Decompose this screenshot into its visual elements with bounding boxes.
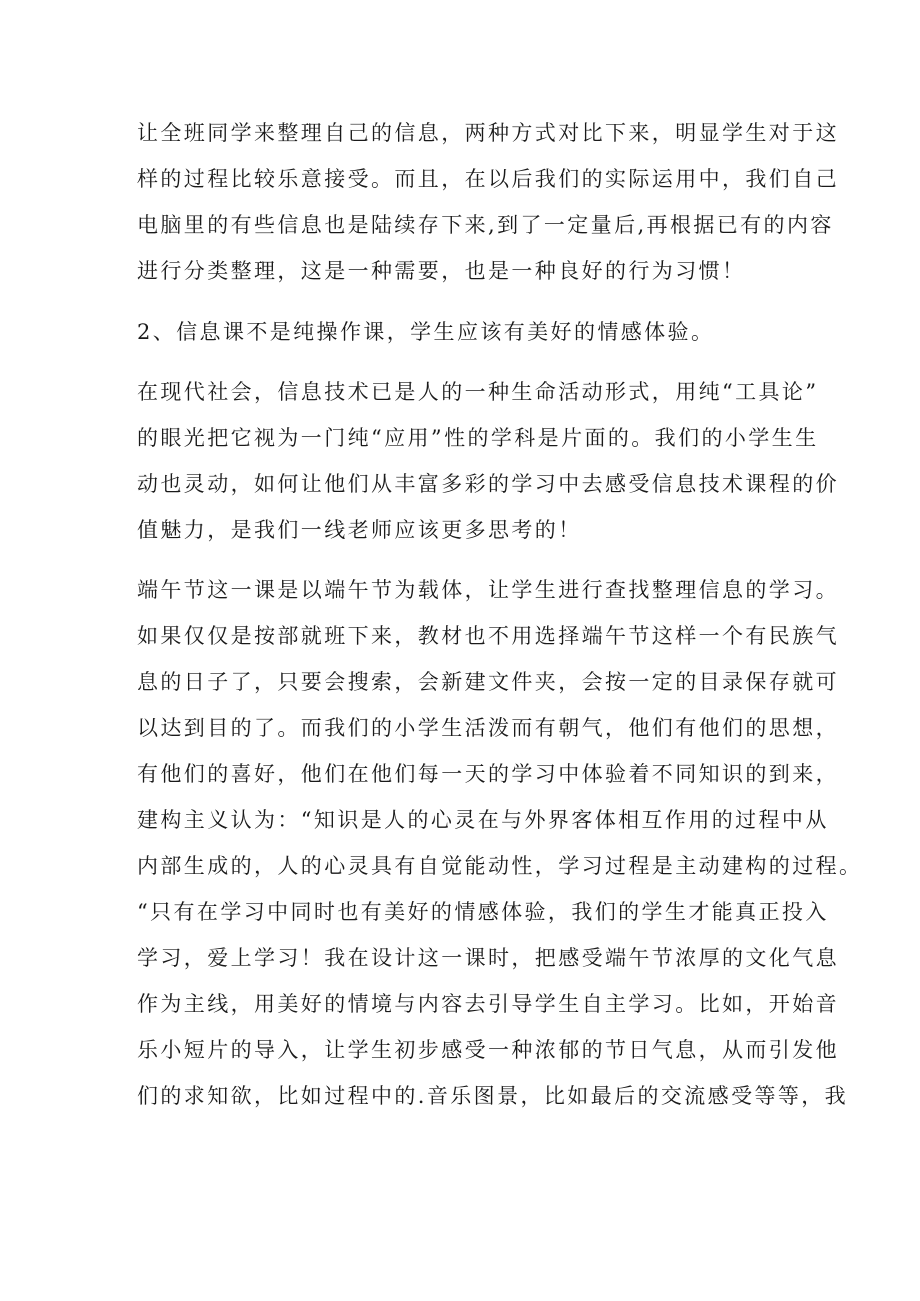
text-line: 学习，爱上学习！我在设计这一课时，把感受端午节浓厚的文化气息 [137, 946, 839, 970]
text-line: 作为主线，用美好的情境与内容去引导学生自主学习。比如，开始音 [137, 992, 839, 1016]
text-line: 的眼光把它视为一门纯“应用”性的学科是片面的。我们的小学生生 [137, 426, 819, 450]
text-line: 端午节这一课是以端午节为载体，让学生进行查找整理信息的学习。 [137, 578, 839, 602]
text-line: 电脑里的有些信息也是陆续存下来,到了一定量后,再根据已有的内容 [137, 213, 834, 237]
text-line: “只有在学习中同时也有美好的情感体验，我们的学生才能真正投入 [137, 900, 829, 924]
text-line: 让全班同学来整理自己的信息，两种方式对比下来，明显学生对于这 [137, 121, 839, 145]
text-line: 乐小短片的导入，让学生初步感受一种浓郁的节日气息，从而引发他 [137, 1038, 839, 1062]
text-line: 内部生成的，人的心灵具有自觉能动性，学习过程是主动建构的过程。 [137, 854, 863, 878]
text-line: 值魅力，是我们一线老师应该更多思考的！ [137, 518, 582, 542]
text-line: 建构主义认为：“知识是人的心灵在与外界客体相互作用的过程中从 [137, 808, 829, 832]
text-line: 如果仅仅是按部就班下来，教材也不用选择端午节这样一个有民族气 [137, 624, 839, 648]
text-line: 息的日子了，只要会搜索，会新建文件夹，会按一定的目录保存就可 [137, 670, 839, 694]
text-line: 样的过程比较乐意接受。而且，在以后我们的实际运用中，我们自己 [137, 167, 839, 191]
text-line: 有他们的喜好，他们在他们每一天的学习中体验着不同知识的到来， [137, 762, 839, 786]
text-line: 以达到目的了。而我们的小学生活泼而有朝气，他们有他们的思想， [137, 716, 839, 740]
text-line: 们的求知欲，比如过程中的.音乐图景，比如最后的交流感受等等，我 [137, 1084, 849, 1108]
text-line: 进行分类整理，这是一种需要，也是一种良好的行为习惯！ [137, 259, 746, 283]
text-line: 动也灵动，如何让他们从丰富多彩的学习中去感受信息技术课程的价 [137, 472, 839, 496]
text-line: 在现代社会，信息技术已是人的一种生命活动形式，用纯“工具论” [137, 380, 819, 404]
section-heading: 2、信息课不是纯操作课，学生应该有美好的情感体验。 [137, 320, 715, 344]
